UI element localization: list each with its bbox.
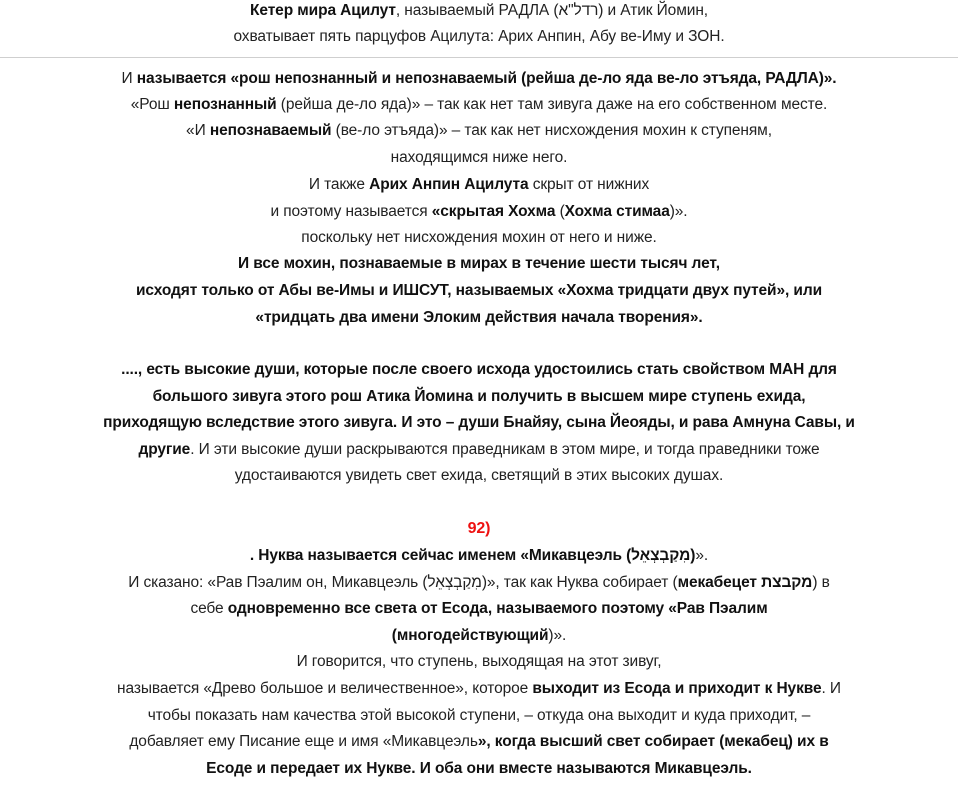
section-number: 92): [467, 520, 491, 537]
text-run: )».: [548, 627, 567, 644]
bold-text-run: «скрытая Хохма: [431, 203, 556, 220]
text-run: ) в: [812, 574, 830, 591]
text-run: «И: [186, 122, 210, 139]
text-run: И сказано: «Рав Пэалим он, Микавцеэль (מִקַבְצְאֵל)», так как Нуква собирает (: [128, 574, 678, 591]
paragraph-line: [0, 440, 958, 460]
paragraph-line: [0, 546, 958, 566]
divider: [0, 57, 958, 58]
bold-text-run: . Нуква называется сейчас именем «Микавцеэль (מִקַבְצְאֵל): [249, 547, 696, 564]
header-line: [0, 27, 958, 47]
text-run: . И эти высокие души раскрываются праведникам в этом мире, и тогда праведники тоже: [190, 441, 820, 458]
bold-text-run: большого зивуга этого рош Атика Йомина и получить в высшем мире ступень ехида,: [152, 388, 806, 405]
text-run: и поэтому называется: [270, 203, 432, 220]
paragraph-line: [0, 69, 958, 89]
paragraph-line: [0, 202, 958, 222]
bold-text-run: », когда высший свет собирает (мекабец) их в: [477, 733, 829, 750]
text-run: И также: [308, 176, 370, 193]
bold-text-run: выходит из Есода и приходит к Нукве: [532, 680, 822, 697]
paragraph-line: [0, 732, 958, 752]
bold-text-run: Арих Анпин Ацилута: [369, 176, 529, 193]
text-run: , называемый РАДЛА (רדל"א) и Атик Йомин,: [395, 2, 708, 19]
bold-text-run: И все мохин, познаваемые в мирах в течение шести тысяч лет,: [238, 255, 720, 272]
text-run: находящимся ниже него.: [390, 149, 568, 166]
text-run: ».: [695, 547, 709, 564]
bold-text-run: «тридцать два имени Элоким действия начала творения».: [255, 309, 703, 326]
text-run: «Рош: [130, 96, 174, 113]
paragraph-line: [0, 759, 958, 779]
bold-text-run: исходят только от Абы ве-Имы и ИШСУТ, называемых «Хохма тридцати двух путей», или: [135, 282, 823, 299]
paragraph-line: [0, 413, 958, 433]
bold-text-run: ...., есть высокие души, которые после своего исхода удостоились стать свойством МАН для: [121, 361, 837, 378]
bold-text-run: другие: [138, 441, 191, 458]
bold-text-run: мекабецет מקבצת: [677, 574, 813, 591]
paragraph-line: [0, 652, 958, 672]
paragraph-line: [0, 387, 958, 407]
bold-text-run: приходящую вследствие этого зивуга. И это – души Бнайяу, сына Йеояды, и рава Амнуна Савы, и: [103, 414, 855, 431]
paragraph-line: [0, 121, 958, 141]
bold-text-run: называется «рош непознанный и непознаваемый (рейша де-ло яда ве-ло этъяда, РАДЛА)».: [136, 70, 837, 87]
text-run: чтобы показать нам качества этой высокой ступени, – откуда она выходит и куда приходит, –: [147, 707, 811, 724]
section-number-line: [0, 519, 958, 539]
text-run: добавляет ему Писание еще и имя «Микавцеэль: [129, 733, 478, 750]
bold-text-run: Хохма стимаа: [564, 203, 670, 220]
paragraph-line: [0, 281, 958, 301]
paragraph-line: [0, 573, 958, 593]
paragraph-line: [0, 599, 958, 619]
text-run: . И: [821, 680, 841, 697]
bold-text-run: Есоде и передает их Нукве. И оба они вместе называются Микавцеэль.: [206, 760, 752, 777]
bold-text-run: одновременно все света от Есода, называемого поэтому «Рав Пэалим: [227, 600, 768, 617]
paragraph-line: [0, 95, 958, 115]
paragraph-line: [0, 706, 958, 726]
text-run: (рейша де-ло яда)» – так как нет там зивуга даже на его собственном месте.: [276, 96, 828, 113]
paragraph-line: [0, 679, 958, 699]
text-run: (: [555, 203, 565, 220]
text-run: (ве-ло этъяда)» – так как нет нисхождения мохин к ступеням,: [331, 122, 772, 139]
text-run: себе: [190, 600, 228, 617]
text-run: охватывает пять парцуфов Ацилута: Арих Анпин, Абу ве-Иму и ЗОН.: [233, 28, 725, 45]
paragraph-line: [0, 360, 958, 380]
bold-text-run: (многодействующий: [391, 627, 549, 644]
paragraph-line: [0, 466, 958, 486]
paragraph-line: [0, 228, 958, 248]
text-run: поскольку нет нисхождения мохин от него и ниже.: [301, 229, 657, 246]
paragraph-line: [0, 148, 958, 168]
text-run: удостаиваются увидеть свет ехида, светящий в этих высоких душах.: [234, 467, 724, 484]
paragraph-line: [0, 626, 958, 646]
paragraph-line: [0, 254, 958, 274]
paragraph-line: [0, 175, 958, 195]
bold-text-run: Кетер мира Ацилут: [250, 2, 396, 19]
bold-text-run: непознаваемый: [209, 122, 332, 139]
text-run: )».: [669, 203, 688, 220]
bold-text-run: непознанный: [173, 96, 277, 113]
header-line: [0, 1, 958, 21]
paragraph-line: [0, 308, 958, 328]
text-run: И говорится, что ступень, выходящая на этот зивуг,: [296, 653, 662, 670]
text-run: называется «Древо большое и величественное», которое: [117, 680, 533, 697]
text-run: скрыт от нижних: [528, 176, 650, 193]
text-run: И: [121, 70, 137, 87]
